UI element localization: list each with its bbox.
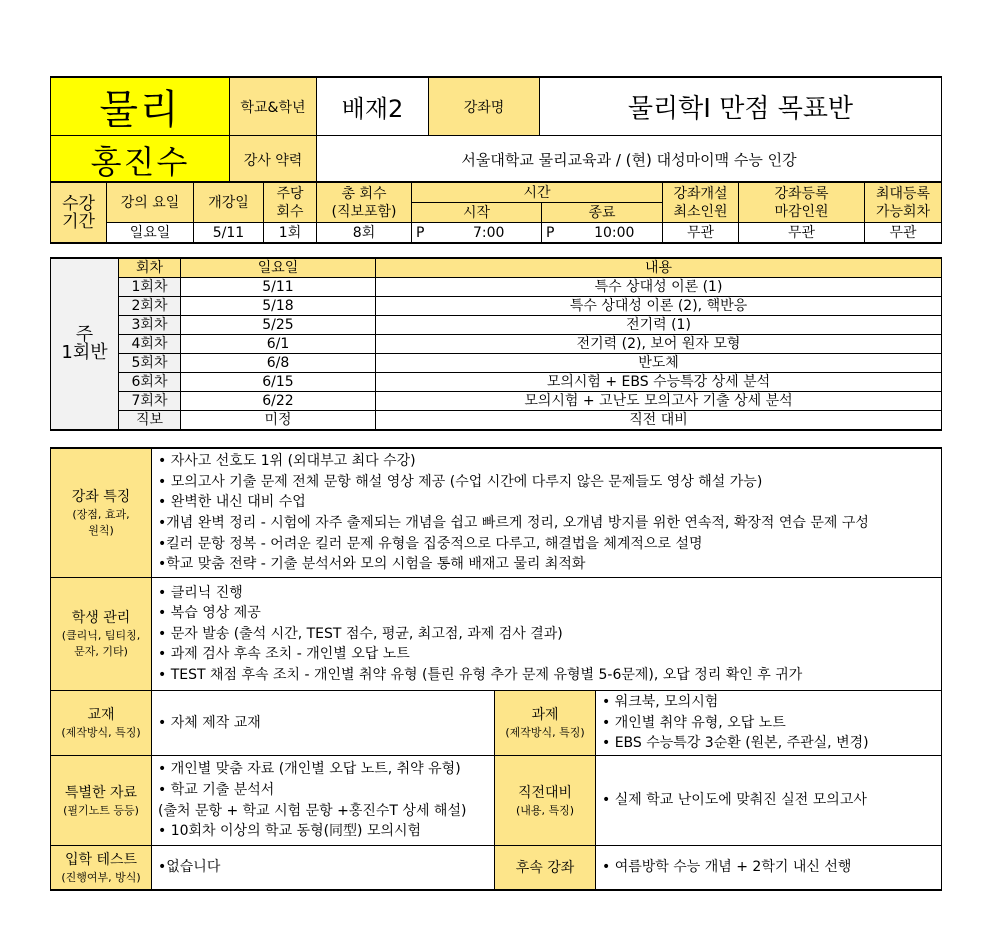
special-sublabel: (필기노트 등등) [63, 803, 139, 817]
lecture-name-value: 물리학Ⅰ 만점 목표반 [540, 77, 942, 136]
end-time-value: 10:00 [567, 223, 663, 244]
follow-up-label: 후속 강좌 [515, 859, 575, 876]
list-item: • 모의고사 기출 문제 전체 문항 해설 영상 제공 (수업 시간에 다루지 않은 문제들도 영상 해설 가능) [158, 473, 763, 490]
start-time-flag: P [412, 223, 437, 244]
start-date-value: 5/11 [194, 223, 264, 244]
final-prep-label-cell [495, 756, 596, 846]
teacher-career-label: 강사 약력 [230, 136, 317, 185]
weekly-schedule-table [50, 257, 942, 431]
teacher-career-value: 서울대학교 물리교육과 / (현) 대성마이맥 수능 인강 [317, 136, 942, 185]
list-item: • 학교 기출 분석서 [158, 781, 275, 798]
list-item: • 문자 발송 (출석 시간, TEST 점수, 평균, 최고점, 과제 검사 결과) [158, 625, 563, 642]
round-cell: 7회차 [119, 392, 181, 411]
textbook-label-cell [51, 691, 152, 756]
table-row [51, 316, 942, 335]
round-cell: 직보 [119, 411, 181, 431]
subject-cell: 물리 [51, 77, 230, 136]
day-value: 일요일 [107, 223, 194, 244]
list-item: (출처 문항 + 학교 시험 문항 +홍진수T 상세 해설) [158, 802, 467, 819]
list-item: • EBS 수능특강 3순환 (원본, 주관실, 변경) [602, 735, 869, 752]
content-cell: 특수 상대성 이론 (2), 핵반응 [376, 297, 942, 316]
final-prep-content [596, 756, 942, 846]
management-label: 학생 관리 [71, 610, 131, 626]
day-header: 강의 요일 [107, 182, 194, 223]
entrance-test-label: 입학 테스트 [64, 851, 138, 868]
final-prep-label: 직전대비 [517, 784, 573, 801]
entrance-test-content [152, 846, 495, 891]
date-cell: 미정 [181, 411, 376, 431]
content-cell: 모의시험 + EBS 수능특강 상세 분석 [376, 373, 942, 392]
list-item: •없습니다 [158, 859, 221, 876]
date-cell: 6/8 [181, 354, 376, 373]
features-content [152, 448, 942, 578]
course-details-table [50, 447, 942, 891]
content-cell: 직전 대비 [376, 411, 942, 431]
textbook-sublabel: (제작방식, 특징) [61, 726, 141, 739]
min-students-value: 무관 [663, 223, 739, 244]
homework-label: 과제 [531, 707, 559, 723]
weekly-count-header: 주당 회수 [264, 182, 317, 223]
homework-sublabel: (제작방식, 특징) [505, 726, 585, 739]
max-round-header: 최대등록 가능회차 [865, 182, 942, 223]
management-sublabel-line1: (클리닉, 팀티칭, [61, 629, 141, 642]
content-cell: 특수 상대성 이론 (1) [376, 278, 942, 297]
management-content [152, 578, 942, 691]
start-date-header: 개강일 [194, 182, 264, 223]
course-period-table [50, 181, 942, 244]
time-start-header: 시작 [412, 203, 542, 223]
management-sublabel-line2: 문자, 기타) [74, 645, 128, 658]
date-cell: 5/11 [181, 278, 376, 297]
teacher-name-cell: 홍진수 [51, 136, 230, 185]
round-cell: 6회차 [119, 373, 181, 392]
schedule-content-header: 내용 [376, 258, 942, 278]
lecture-name-label: 강좌명 [429, 77, 540, 136]
time-header: 시간 [412, 182, 663, 203]
period-label-line1: 수강 [62, 193, 95, 214]
table-row [51, 278, 942, 297]
time-end-header: 종료 [542, 203, 663, 223]
list-item: • 여름방학 수능 개념 + 2학기 내신 선행 [602, 859, 852, 876]
max-round-value: 무관 [865, 223, 942, 244]
table-row [51, 297, 942, 316]
follow-up-label-cell [495, 846, 596, 891]
list-item: • 10회차 이상의 학교 동형(同型) 모의시험 [158, 823, 422, 840]
entrance-test-sublabel: (진행여부, 방식) [61, 870, 141, 884]
round-cell: 5회차 [119, 354, 181, 373]
textbook-content [152, 691, 495, 756]
period-label-line2: 기간 [62, 211, 95, 232]
school-grade-label: 학교&학년 [230, 77, 317, 136]
homework-label-cell [495, 691, 596, 756]
date-cell: 5/25 [181, 316, 376, 335]
final-prep-sublabel: (내용, 특징) [515, 803, 575, 817]
content-cell: 전기력 (1) [376, 316, 942, 335]
special-label-cell [51, 756, 152, 846]
special-content [152, 756, 495, 846]
weekly-count-value: 1회 [264, 223, 317, 244]
round-cell: 4회차 [119, 335, 181, 354]
list-item: • 개인별 취약 유형, 오답 노트 [602, 714, 786, 731]
list-item: • 실제 학교 난이도에 맞춰진 실전 모의고사 [602, 792, 867, 809]
table-row [51, 354, 942, 373]
entrance-test-label-cell [51, 846, 152, 891]
homework-content [596, 691, 942, 756]
list-item: •개념 완벽 정리 - 시험에 자주 출제되는 개념을 쉽고 빠르게 정리, 오개념 방지를 위한 연속적, 확장적 연습 문제 구성 [158, 515, 869, 531]
date-cell: 6/22 [181, 392, 376, 411]
date-cell: 6/15 [181, 373, 376, 392]
table-row [51, 411, 942, 431]
table-row [51, 373, 942, 392]
weekly-group-line1: 주 [75, 324, 94, 345]
total-count-header: 총 회수 (직보포함) [317, 182, 412, 223]
list-item: • 클리닉 진행 [158, 584, 243, 601]
end-time-flag: P [542, 223, 567, 244]
features-label: 강좌 특징 [71, 489, 131, 505]
list-item: • 완벽한 내신 대비 수업 [158, 494, 306, 511]
round-cell: 3회차 [119, 316, 181, 335]
schedule-date-header: 일요일 [181, 258, 376, 278]
date-cell: 6/1 [181, 335, 376, 354]
total-count-value: 8회 [317, 223, 412, 244]
date-cell: 5/18 [181, 297, 376, 316]
deadline-header: 강좌등록 마감인원 [739, 182, 865, 223]
round-cell: 2회차 [119, 297, 181, 316]
list-item: •학교 맞춤 전략 - 기출 분석서와 모의 시험을 통해 배재고 물리 최적화 [158, 556, 586, 573]
content-cell: 모의시험 + 고난도 모의고사 기출 상세 분석 [376, 392, 942, 411]
content-cell: 전기력 (2), 보어 원자 모형 [376, 335, 942, 354]
weekly-group-label [51, 258, 119, 430]
school-grade-value: 배재2 [317, 77, 429, 136]
list-item: • 복습 영상 제공 [158, 605, 261, 622]
course-header-table [50, 76, 942, 185]
start-time-value: 7:00 [437, 223, 542, 244]
features-sublabel-line1: (장점, 효과, [72, 508, 130, 521]
features-label-cell [51, 448, 152, 578]
special-label: 특별한 자료 [64, 784, 138, 801]
list-item: • 자체 제작 교재 [158, 714, 261, 731]
follow-up-content [596, 846, 942, 891]
round-cell: 1회차 [119, 278, 181, 297]
content-cell: 반도체 [376, 354, 942, 373]
schedule-round-header: 회차 [119, 258, 181, 278]
features-sublabel-line2: 원칙) [88, 524, 114, 537]
list-item: • 개인별 맞춤 자료 (개인별 오답 노트, 취약 유형) [158, 761, 461, 778]
management-label-cell [51, 578, 152, 691]
list-item: • 과제 검사 후속 조치 - 개인별 오답 노트 [158, 646, 410, 663]
period-label [51, 182, 107, 243]
list-item: • 자사고 선호도 1위 (외대부고 최다 수강) [158, 453, 416, 470]
textbook-label: 교재 [87, 707, 115, 723]
list-item: •킬러 문항 정복 - 어려운 킬러 문제 유형을 집중적으로 다루고, 해결법을 체계적으로 설명 [158, 535, 703, 552]
table-row [51, 335, 942, 354]
min-students-header: 강좌개설 최소인원 [663, 182, 739, 223]
list-item: • TEST 채점 후속 조치 - 개인별 취약 유형 (틀린 유형 추가 문제 유형별 5-6문제), 오답 정리 확인 후 귀가 [158, 666, 803, 683]
deadline-value: 무관 [739, 223, 865, 244]
weekly-group-line2: 1회반 [61, 342, 108, 363]
table-row [51, 392, 942, 411]
list-item: • 워크북, 모의시험 [602, 694, 719, 711]
